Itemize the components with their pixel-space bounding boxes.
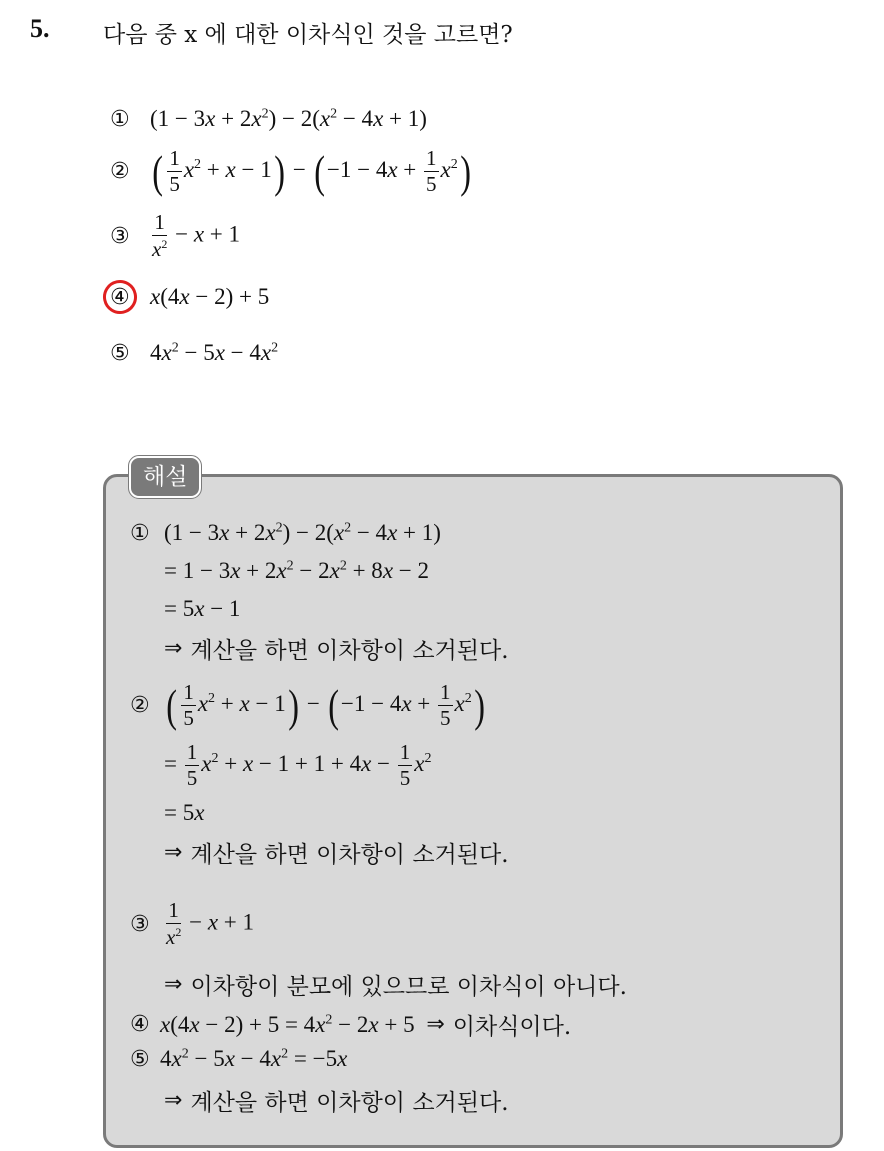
choice-expression: $(1 - 3x + 2x^2) - 2(x^2 - 4x + 1)$ <box>150 106 427 131</box>
conclusion-text: 계산을 하면 이차항이 소거된다. <box>190 638 509 664</box>
conclusion-text: 계산을 하면 이차항이 소거된다. <box>190 842 509 868</box>
choice-expression: ( $\frac{1}{5}$ $x^2 + x - 1) - (-1 - 4x$ + $\frac{1}{5}$ $x^2$) <box>152 145 471 197</box>
choice-3[interactable] <box>110 212 240 260</box>
conclusion-text: 이차항이 분모에 있으므로 이차식이 아니다. <box>190 974 627 1000</box>
conclusion-text: 계산을 하면 이차항이 소거된다. <box>190 1090 509 1116</box>
solution-2-conclusion <box>164 836 509 869</box>
solution-number: ⑤ <box>130 1046 150 1072</box>
choice-5[interactable] <box>110 340 278 366</box>
solution-5-line: ⑤ $4x^2 - 5x - 4x^2 = -5x$ <box>130 1046 348 1072</box>
solution-4-line: ④ $x(4x - 2) + 5 = 4x^2 - 2x + 5$ ⇒ 이차식이다. <box>130 1008 571 1041</box>
implies-arrow: ⇒ <box>164 636 183 661</box>
choice-2[interactable] <box>110 145 473 197</box>
choice-number: ③ <box>110 223 130 249</box>
implies-arrow: ⇒ <box>164 972 183 997</box>
question-text: 다음 중 x 에 대한 이차식인 것을 고르면? <box>103 22 513 48</box>
solution-2-line-3: = 5x <box>164 800 205 825</box>
solution-3-line-1: ③ $\frac{1}{x^2}$ − x + 1 <box>130 898 255 949</box>
implies-arrow: ⇒ <box>426 1012 445 1037</box>
solution-3-conclusion <box>164 968 627 1001</box>
choice-1[interactable] <box>110 106 427 132</box>
choice-number: ⑤ <box>110 340 130 366</box>
solution-tab-label: 해설 <box>129 456 201 498</box>
choice-expression: x(4x − 2) + 5 <box>150 284 270 309</box>
solution-1-line-2: = $1 - 3x + 2x^2 - 2x^2 + 8x - 2$ <box>164 558 430 583</box>
solution-number: ③ <box>130 911 150 937</box>
choice-number: ① <box>110 106 130 132</box>
implies-arrow: ⇒ <box>164 1088 183 1113</box>
solution-number: ② <box>130 693 150 718</box>
question-number: 5. <box>30 14 50 43</box>
implies-arrow: ⇒ <box>164 840 183 865</box>
answer-circle-mark <box>100 277 140 317</box>
choice-number: ② <box>110 159 130 184</box>
solution-5-conclusion <box>164 1084 509 1117</box>
solution-number: ④ <box>130 1012 150 1037</box>
solution-1-line-3: = 5x − 1 <box>164 596 241 621</box>
choice-expression: $4x^2 - 5x - 4x^2$ <box>150 340 279 365</box>
solution-2-line-1: ② ( $\frac{1}{5}$ $x^2 + x - 1) - (-1 - 4x$ + $\frac{1}{5}$ $x^2$) <box>130 679 485 731</box>
solution-1-line-1: ① $(1 - 3x + 2x^2) - 2(x^2 - 4x + 1)$ <box>130 520 441 546</box>
solution-1-conclusion <box>164 632 509 665</box>
solution-number: ① <box>130 520 150 546</box>
choice-expression: $\frac{1}{x^2}$ − x + 1 <box>152 210 241 261</box>
conclusion-text: 이차식이다. <box>452 1014 572 1040</box>
solution-2-line-2: = $\frac{1}{5}$ $x^2 + x - 1 + 1 + 4x$ − $\frac{1}{5}$ $x^2$ <box>164 740 432 790</box>
choice-number: ④ <box>110 284 130 310</box>
